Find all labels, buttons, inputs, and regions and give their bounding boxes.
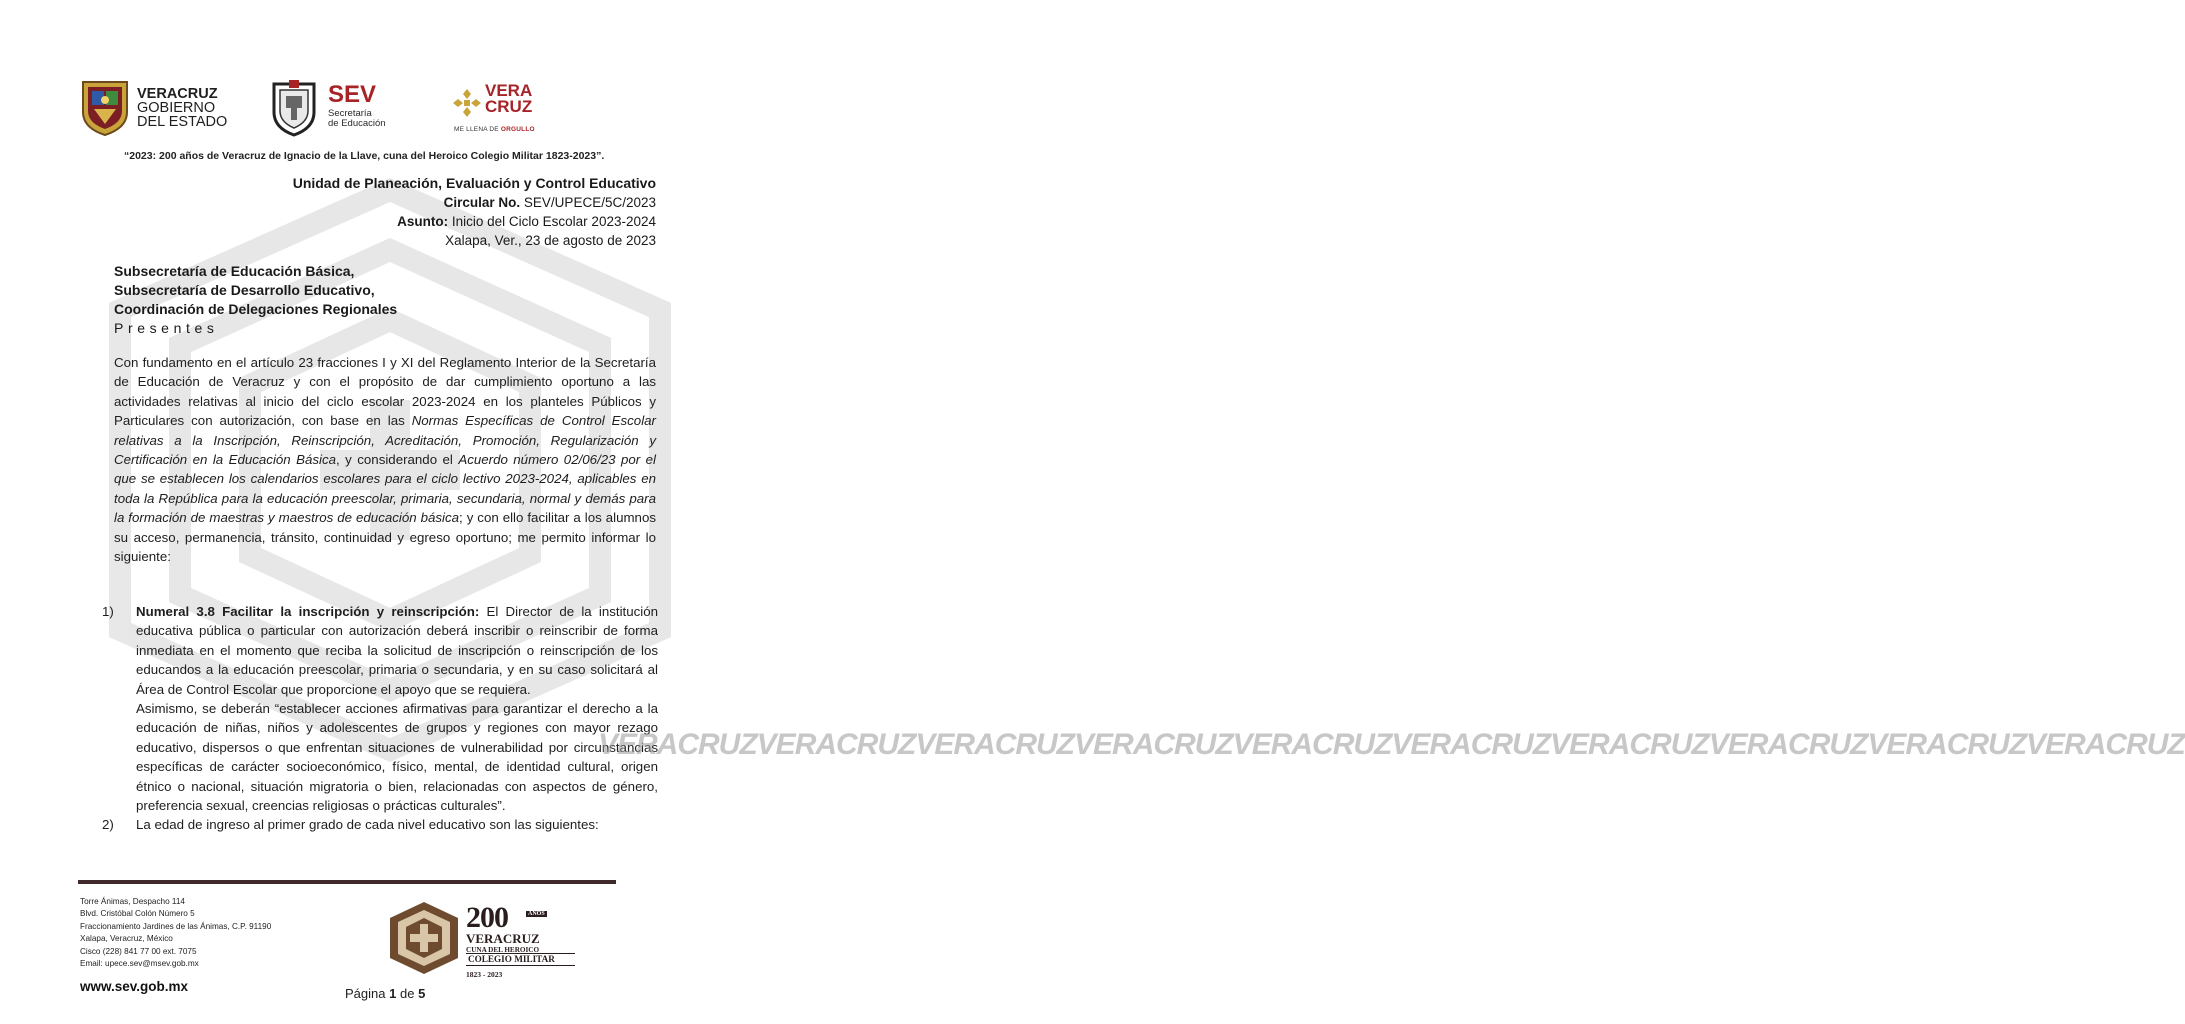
- footer-address-line: Xalapa, Veracruz, México: [80, 934, 173, 944]
- header-logos: [80, 78, 700, 140]
- circular-number: SEV/UPECE/5C/2023: [523, 195, 656, 210]
- veracruz-logo-line3: DEL ESTADO: [137, 114, 228, 130]
- footer-email: Email: upece.sev@msev.gob.mx: [80, 959, 199, 969]
- issuing-unit: Unidad de Planeación, Evaluación y Control Educativo: [292, 175, 656, 191]
- veracruz-government-logo: [80, 78, 260, 138]
- place-date: Xalapa, Ver., 23 de agosto de 2023: [445, 233, 656, 248]
- anniversary-emblem-icon: [388, 900, 460, 976]
- subject-value: Inicio del Ciclo Escolar 2023-2024: [451, 214, 656, 229]
- page-total: 5: [418, 986, 426, 1001]
- sev-acronym: SEV: [328, 81, 377, 108]
- veracruz-brand-logo: [452, 80, 572, 140]
- official-motto: “2023: 200 años de Veracruz de Ignacio de la Llave, cuna del Heroico Colegio Militar 1823-2023”.: [124, 150, 605, 162]
- body-part1: Con fundamento en el artículo 23 fracciones I y XI del Reglamento Interior de la Secretaría de Educación de Veracruz y con el propósito de dar cumplimiento oportuno a las actividades relativas al inicio del ciclo escolar 2023-2024 en los planteles Públicos y Particulares con autorización, con base en las: [114, 355, 656, 429]
- anniversary-cuna: CUNA DEL HEROICO: [466, 946, 540, 954]
- anniversary-colegio: COLEGIO MILITAR: [466, 953, 575, 966]
- veracruz-text-watermark: VERACRUZVERACRUZVERACRUZVERACRUZVERACRUZVERACRUZVERACRUZVERACRUZVERACRUZVERACRUZ: [598, 728, 2185, 761]
- circular-label: Circular No.: [443, 195, 521, 210]
- body-italic-norms: Normas Específicas de Control Escolar relativas a la Inscripción, Reinscripción, Acreditación, Promoción, Regularización y Certificación en la Educación Básica: [114, 413, 656, 468]
- addressee-1: Subsecretaría de Educación Básica,: [114, 263, 355, 279]
- sev-line1: Secretaría: [328, 108, 372, 119]
- circular-line: [293, 193, 656, 212]
- addressees: [114, 262, 397, 338]
- anniversary-anos: AÑOS: [528, 911, 545, 917]
- footer-address: [80, 896, 271, 970]
- numbered-list: [102, 602, 658, 835]
- brand-word-line1: VERA: [485, 81, 533, 100]
- veracruz-logo-line2: GOBIERNO: [137, 100, 216, 116]
- footer-address-line: Fraccionamiento Jardines de las Ánimas, C.P. 91190: [80, 921, 272, 931]
- anniversary-number: 200: [466, 901, 508, 934]
- list-item-number: 2): [102, 817, 114, 833]
- anniversary-state: VERACRUZ: [466, 931, 540, 946]
- page-number: [345, 986, 425, 1001]
- document-meta: [293, 174, 656, 250]
- footer-divider: [78, 880, 616, 884]
- veracruz-logo-line1: VERACRUZ: [137, 86, 218, 102]
- anniversary-years: 1823 - 2023: [466, 970, 503, 979]
- list-item-text-2: Asimismo, se deberán “establecer acciones afirmativas para garantizar el derecho a la educación de niñas, niños y adolescentes de grupos y regiones con mayor rezago educativo, dispersos o que enfrentan situaciones de vulnerabilidad por circunstancias específicas de carácter socioeconómico, físico, mental, de identidad cultural, origen étnico o nacional, situación migratoria o bien, relacionadas con aspectos de género, preferencia sexual, creencias religiosas o prácticas culturales”.: [136, 701, 658, 814]
- body-italic-agreement: Acuerdo número 02/06/23 por el que se establecen los calendarios escolares para el ciclo lectivo 2023-2024, aplicables en toda la República para la educación preescolar, primaria, secundaria, normal y demás para la formación de maestras y maestros de educación básica: [114, 452, 657, 526]
- brand-tagline: [454, 126, 535, 133]
- brand-tagline-bold: ORGULLO: [500, 126, 535, 133]
- veracruz-coat-of-arms-icon: [80, 78, 130, 136]
- page-label: Página: [345, 986, 386, 1001]
- anniversary-logo: [466, 901, 586, 984]
- footer-address-line: Torre Ánimas, Despacho 114: [80, 897, 185, 906]
- addressee-3: Coordinación de Delegaciones Regionales: [114, 301, 398, 317]
- addressee-2: Subsecretaría de Desarrollo Educativo,: [114, 282, 375, 298]
- sev-logo: [270, 78, 430, 138]
- sev-line2: de Educación: [328, 118, 386, 129]
- subject-line: [293, 212, 656, 231]
- subject-label: Asunto:: [397, 214, 449, 229]
- sev-shield-icon: [270, 78, 318, 136]
- veracruz-brand-mark-icon: [452, 88, 482, 118]
- page-current: 1: [389, 986, 397, 1001]
- page-of: de: [399, 986, 415, 1001]
- body-paragraph: [114, 353, 656, 566]
- body-part3: ; y con ello facilitar a los alumnos su acceso, permanencia, tránsito, continuidad y egreso oportuno; me permito informar lo siguiente:: [114, 510, 656, 565]
- body-part2: , y considerando el: [336, 452, 459, 468]
- list-item-number: 1): [102, 604, 114, 619]
- footer-address-line: Blvd. Cristóbal Colón Número 5: [80, 909, 195, 919]
- list-item-text: El Director de la institución educativa pública o particular con autorización deberá inscribir o reinscribir de forma inmediata en el momento que reciba la solicitud de inscripción o reinscripción de los educandos a la educación preescolar, primaria o secundaria, y en su caso solicitará al Área de Control Escolar que proporcione el apoyo que se requiera.: [136, 604, 659, 697]
- list-item: [102, 815, 658, 834]
- list-item-text: La edad de ingreso al primer grado de cada nivel educativo son las siguientes:: [136, 817, 599, 833]
- list-item-title: Numeral 3.8 Facilitar la inscripción y reinscripción:: [136, 604, 480, 619]
- list-item: [102, 602, 658, 815]
- footer-phone: Cisco (228) 841 77 00 ext. 7075: [80, 946, 197, 956]
- presentes: Presentes: [114, 320, 219, 336]
- footer-website: www.sev.gob.mx: [80, 979, 189, 994]
- brand-tagline-prefix: ME LLENA DE: [454, 126, 501, 133]
- brand-word-line2: CRUZ: [485, 97, 533, 116]
